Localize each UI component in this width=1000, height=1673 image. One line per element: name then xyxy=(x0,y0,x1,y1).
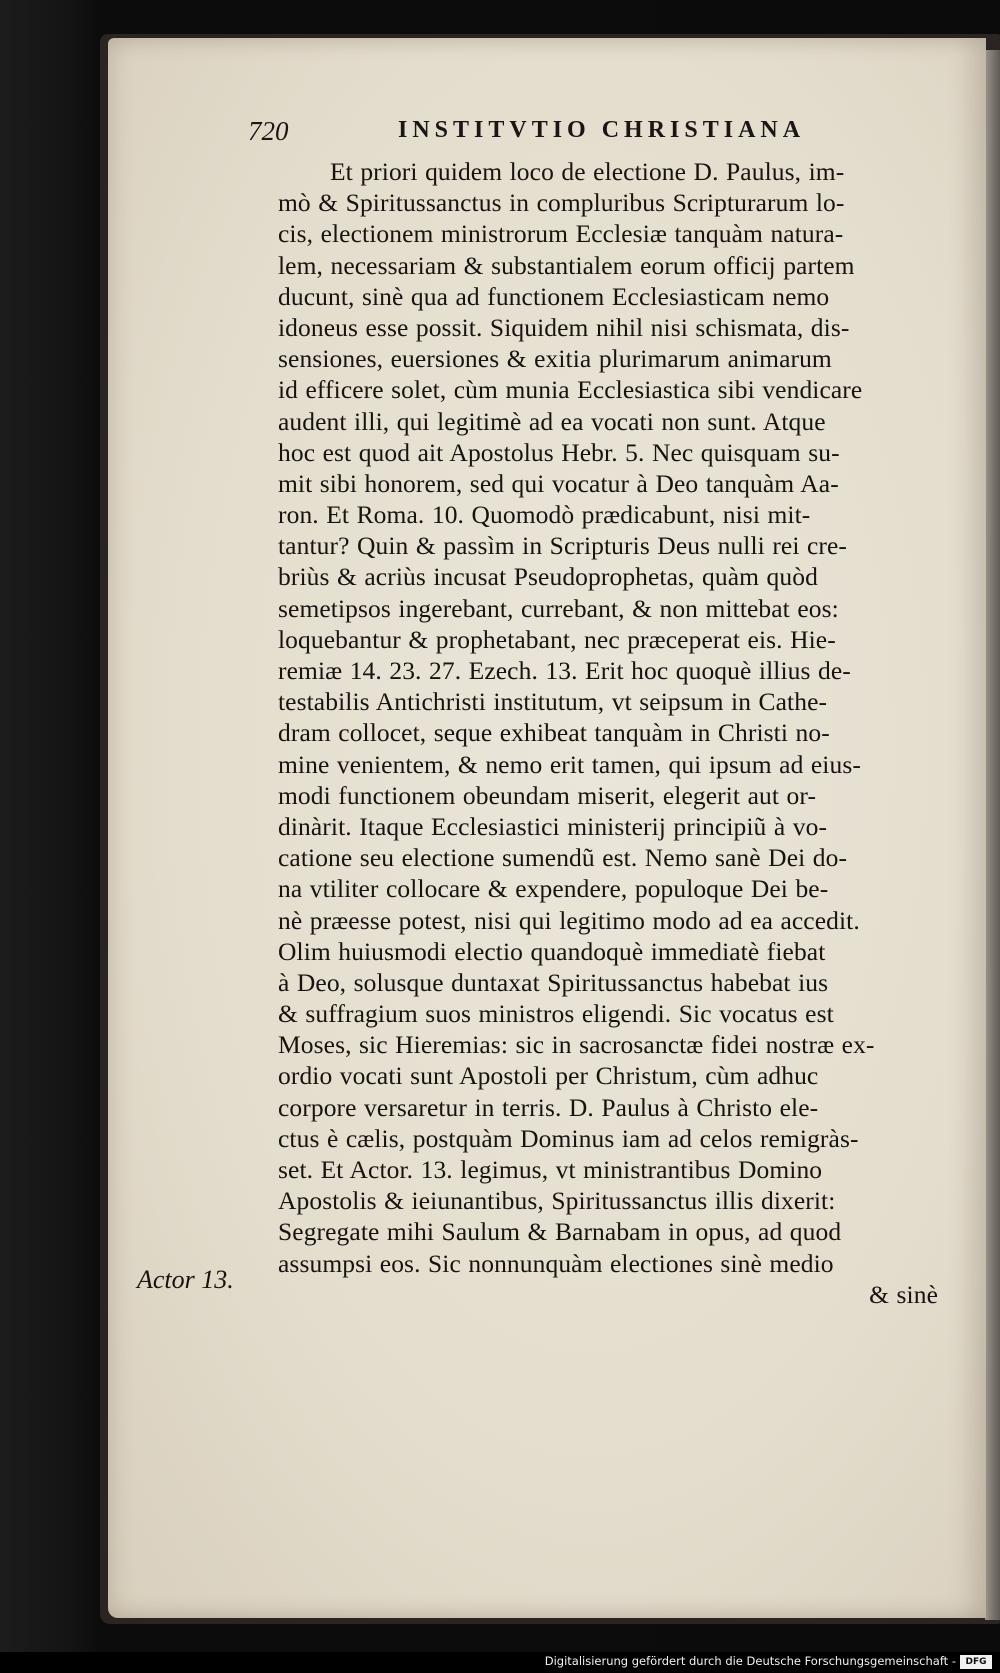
text-line: id efficere solet, cùm munia Ecclesiastica sibi vendicare xyxy=(278,375,863,405)
text-line: hoc est quod ait Apostolus Hebr. 5. Nec quisquam su- xyxy=(278,437,840,467)
text-line: tantur? Quin & passìm in Scripturis Deus nulli rei cre- xyxy=(278,531,848,561)
text-line: semetipsos ingerebant, currebant, & non mittebat eos: xyxy=(278,593,839,623)
text-line: Apostolis & ieiunantibus, Spiritussanctus illis dixerit: xyxy=(278,1186,836,1216)
text-line: loquebantur & prophetabant, nec præceperat eis. Hie- xyxy=(278,624,836,654)
text-line: audent illi, qui legitimè ad ea vocati non sunt. Atque xyxy=(278,406,826,436)
margin-note: Actor 13. xyxy=(137,1265,234,1294)
text-line: ducunt, sinè qua ad functionem Ecclesiasticam nemo xyxy=(278,281,830,311)
text-line: ctus è cælis, postquàm Dominus iam ad celos remigràs- xyxy=(278,1123,859,1153)
text-line: modi functionem obeundam miserit, elegerit aut or- xyxy=(278,780,817,810)
body-text xyxy=(278,156,968,1310)
text-line: Olim huiusmodi electio quandoquè immediatè fiebat xyxy=(278,936,826,966)
text-line: dram collocet, seque exhibeat tanquàm in Christi no- xyxy=(278,718,830,748)
text-line: nè præesse potest, nisi qui legitimo modo ad ea accedit. xyxy=(278,905,860,935)
text-line: à Deo, solusque duntaxat Spiritussanctus habebat ius xyxy=(278,967,829,997)
text-line: briùs & acriùs incusat Pseudoprophetas, quàm quòd xyxy=(278,562,818,592)
running-title: INSTITVTIO CHRISTIANA xyxy=(398,117,806,143)
text-line: cis, electionem ministrorum Ecclesiæ tanquàm natura- xyxy=(278,219,844,249)
page-fore-edge xyxy=(985,50,1000,1620)
text-line: assumpsi eos. Sic nonnunquàm electiones sinè medio xyxy=(278,1248,834,1278)
text-line: mit sibi honorem, sed qui vocatur à Deo tanquàm Aa- xyxy=(278,468,839,498)
text-line: mò & Spiritussanctus in compluribus Scripturarum lo- xyxy=(278,188,845,218)
text-line: corpore versaretur in terris. D. Paulus à Christo ele- xyxy=(278,1092,819,1122)
text-line: catione seu electione sumendũ est. Nemo sanè Dei do- xyxy=(278,843,848,873)
text-line: sensiones, euersiones & exitia plurimarum animarum xyxy=(278,344,832,374)
text-line: Segregate mihi Saulum & Barnabam in opus, ad quod xyxy=(278,1217,842,1247)
page-number: 720 xyxy=(248,116,289,146)
digitization-credit: Digitalisierung gefördert durch die Deutsche Forschungsgemeinschaft - xyxy=(544,1654,956,1668)
text-line: dinàrit. Itaque Ecclesiastici ministerij principiũ à vo- xyxy=(278,811,828,841)
text-line: testabilis Antichristi institutum, vt seipsum in Cathe- xyxy=(278,687,828,717)
text-line: Moses, sic Hieremias: sic in sacrosanctæ fidei nostræ ex- xyxy=(278,1030,875,1060)
text-line: remiæ 14. 23. 27. Ezech. 13. Erit hoc quoquè illius de- xyxy=(278,656,851,685)
text-line: ron. Et Roma. 10. Quomodò prædicabunt, nisi mit- xyxy=(278,500,811,530)
text-line: idoneus esse possit. Siquidem nihil nisi schismata, dis- xyxy=(278,312,850,342)
dfg-logo: DFG xyxy=(960,1655,992,1669)
text-line: Et priori quidem loco de electione D. Paulus, im- xyxy=(330,157,845,186)
text-line: na vtiliter collocare & expendere, populoque Dei be- xyxy=(278,874,829,904)
text-line: set. Et Actor. 13. legimus, vt ministrantibus Domino xyxy=(278,1155,823,1184)
text-line: lem, necessariam & substantialem eorum officij partem xyxy=(278,250,855,280)
text-line: mine venientem, & nemo erit tamen, qui ipsum ad eius- xyxy=(278,749,861,779)
text-line: ordio vocati sunt Apostoli per Christum, cùm adhuc xyxy=(278,1061,819,1091)
catchword: & sinè xyxy=(869,1279,938,1309)
running-head xyxy=(248,116,858,150)
text-line: & suffragium suos ministros eligendi. Sic vocatus est xyxy=(278,999,834,1029)
